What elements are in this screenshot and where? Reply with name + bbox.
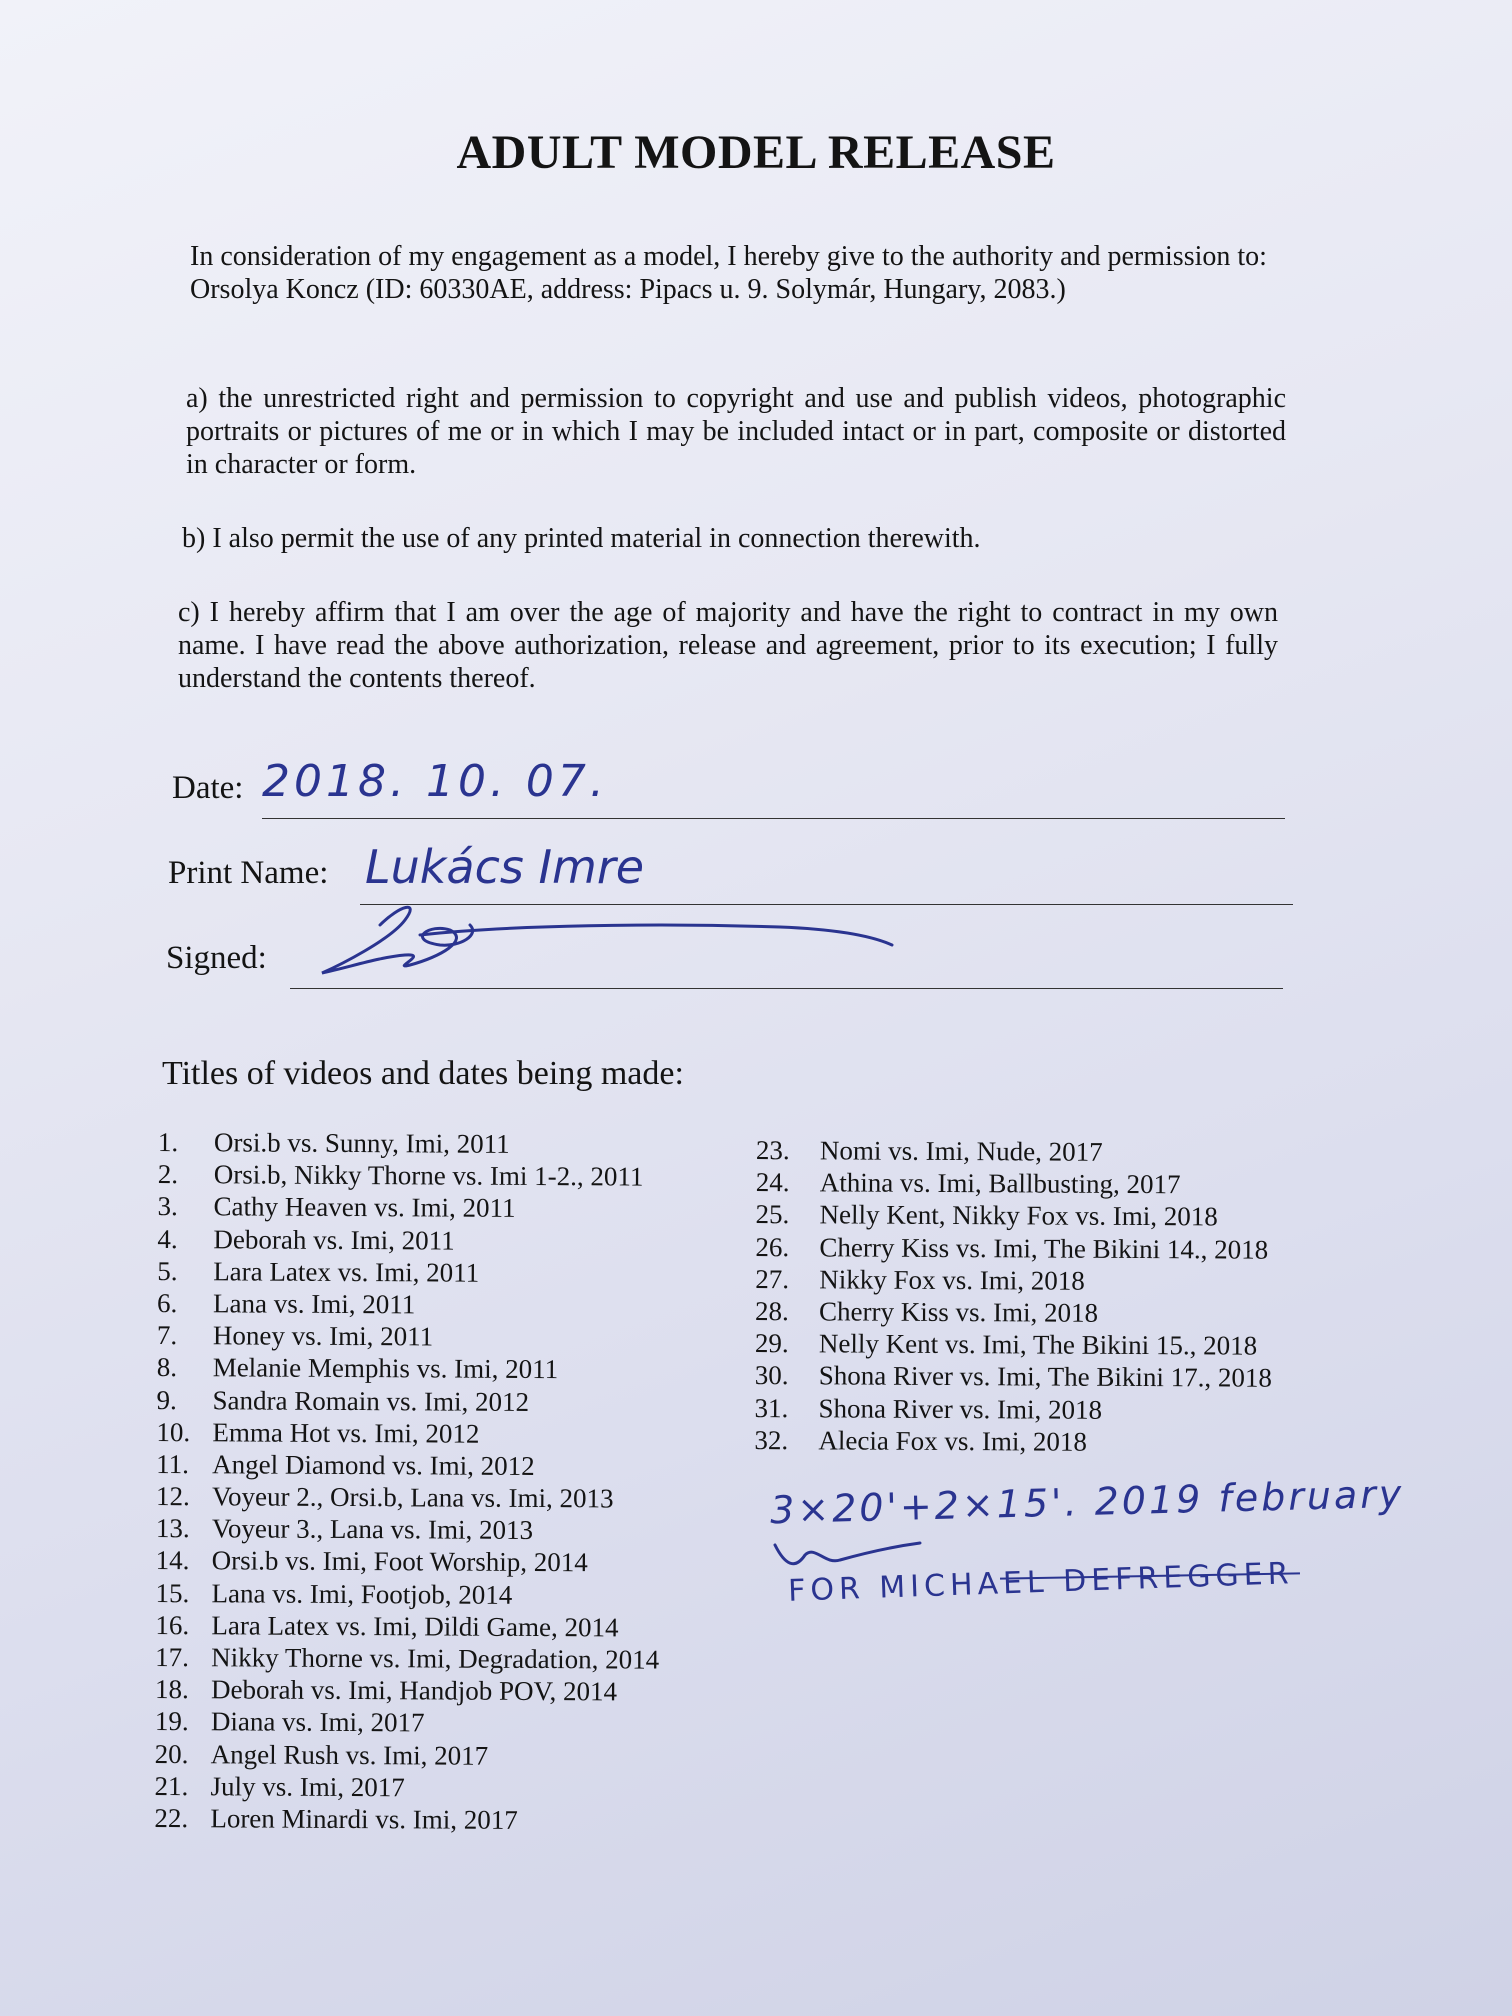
list-item: 27. Nikky Fox vs. Imi, 2018 [755, 1263, 1085, 1296]
list-item: 32. Alecia Fox vs. Imi, 2018 [754, 1424, 1087, 1457]
date-line [262, 818, 1285, 819]
list-item: 12. Voyeur 2., Orsi.b, Lana vs. Imi, 2013 [155, 1481, 614, 1514]
list-item: 1. Orsi.b vs. Sunny, Imi, 2011 [157, 1127, 510, 1159]
intro-paragraph [190, 240, 1290, 306]
list-item: 3. Cathy Heaven vs. Imi, 2011 [157, 1191, 516, 1224]
video-list-right [754, 1134, 1273, 1459]
videos-heading: Titles of videos and dates being made: [162, 1055, 684, 1092]
list-item: 5. Lara Latex vs. Imi, 2011 [157, 1255, 480, 1288]
print-name-label: Print Name: [168, 855, 329, 891]
list-item: 11. Angel Diamond vs. Imi, 2012 [156, 1448, 535, 1481]
list-item: 20. Angel Rush vs. Imi, 2017 [154, 1738, 489, 1771]
list-item: 25. Nelly Kent, Nikky Fox vs. Imi, 2018 [755, 1199, 1218, 1232]
list-item: 22. Loren Minardi vs. Imi, 2017 [154, 1802, 518, 1835]
date-label: Date: [172, 770, 244, 806]
list-item: 21. July vs. Imi, 2017 [154, 1770, 405, 1803]
handwritten-note-line-2: FOR MICHAEL DEFREGGER [787, 1556, 1295, 1609]
handwritten-note-line-1: 3×20'+2×15'. 2019 february [769, 1471, 1405, 1533]
list-item: 10. Emma Hot vs. Imi, 2012 [156, 1416, 480, 1449]
list-item: 6. Lana vs. Imi, 2011 [156, 1287, 416, 1320]
list-item: 18. Deborah vs. Imi, Handjob POV, 2014 [154, 1674, 618, 1707]
list-item: 24. Athina vs. Imi, Ballbusting, 2017 [755, 1167, 1181, 1200]
list-item: 16. Lara Latex vs. Imi, Dildi Game, 2014 [155, 1609, 619, 1643]
list-item: 15. Lana vs. Imi, Footjob, 2014 [155, 1577, 513, 1610]
clause-c: c) I hereby affirm that I am over the age of majority and have the right to contract in my own name. I have read the above authorization, release and agreement, prior to its execution; I fully understand the contents thereof. [178, 597, 1278, 694]
list-item: 19. Diana vs. Imi, 2017 [154, 1706, 425, 1738]
list-item: 30. Shona River vs. Imi, The Bikini 17., 2018 [754, 1360, 1273, 1394]
list-item: 13. Voyeur 3., Lana vs. Imi, 2013 [155, 1513, 534, 1546]
list-item: 2. Orsi.b, Nikky Thorne vs. Imi 1-2., 2011 [157, 1159, 644, 1192]
video-list-left [154, 1126, 662, 1837]
clause-b: b) I also permit the use of any printed material in connection therewith. [182, 523, 981, 554]
list-item: 14. Orsi.b vs. Imi, Foot Worship, 2014 [155, 1545, 588, 1578]
document-title: ADULT MODEL RELEASE [456, 126, 1056, 179]
list-item: 17. Nikky Thorne vs. Imi, Degradation, 2014 [155, 1641, 660, 1675]
list-item: 28. Cherry Kiss vs. Imi, 2018 [754, 1295, 1099, 1328]
signed-label: Signed: [166, 940, 267, 976]
signature-scrawl [310, 895, 910, 985]
list-item: 29. Nelly Kent vs. Imi, The Bikini 15., 2018 [754, 1328, 1258, 1361]
list-item: 31. Shona River vs. Imi, 2018 [754, 1392, 1103, 1425]
list-item: 26. Cherry Kiss vs. Imi, The Bikini 14., 2018 [755, 1231, 1269, 1265]
print-name-value: Lukács Imre [365, 840, 645, 894]
list-item: 23. Nomi vs. Imi, Nude, 2017 [755, 1135, 1103, 1167]
list-item: 8. Melanie Memphis vs. Imi, 2011 [156, 1352, 559, 1385]
list-item: 7. Honey vs. Imi, 2011 [156, 1320, 434, 1352]
clause-a: a) the unrestricted right and permission to copyright and use and publish videos, photographic portraits or pictures of me or in which I may be included intact or in part, composite or distorted in character or form. [186, 383, 1286, 480]
list-item: 9. Sandra Romain vs. Imi, 2012 [156, 1384, 530, 1417]
intro-line-2: Orsolya Koncz (ID: 60330AE, address: Pipacs u. 9. Solymár, Hungary, 2083.) [190, 274, 1066, 305]
list-item: 4. Deborah vs. Imi, 2011 [157, 1223, 455, 1256]
signed-line [290, 988, 1283, 989]
intro-line-1: In consideration of my engagement as a model, I hereby give to the authority and permission to: [190, 241, 1267, 272]
date-value: 2018. 10. 07. [262, 756, 608, 807]
